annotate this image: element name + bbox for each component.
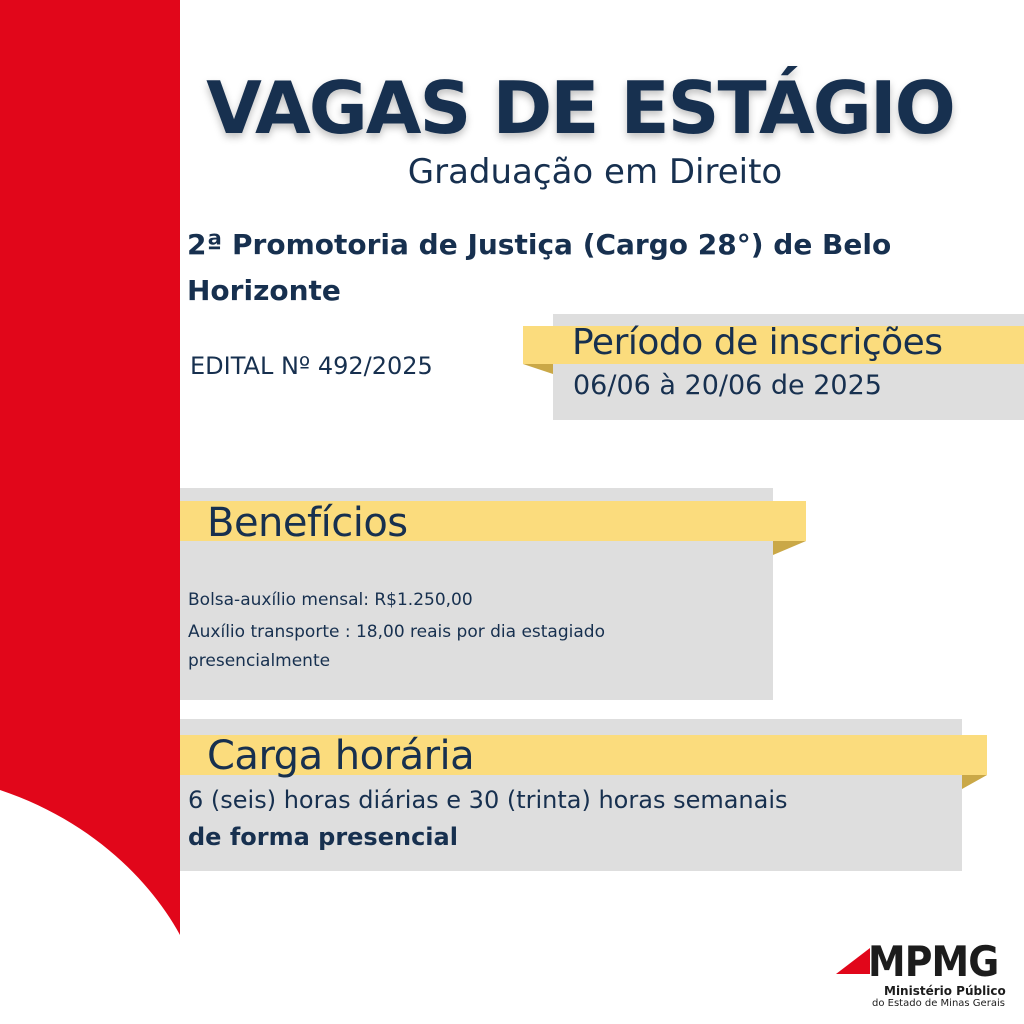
beneficios-label: Benefícios [207, 500, 408, 546]
page-title: VAGAS DE ESTÁGIO [206, 66, 954, 150]
red-ribbon-decoration [0, 0, 200, 1024]
inscricoes-banner-fold [523, 364, 553, 374]
carga-line-2: de forma presencial [188, 823, 458, 851]
carga-line-1: 6 (seis) horas diárias e 30 (trinta) horas semanais [188, 786, 788, 814]
beneficios-banner-fold [773, 541, 806, 555]
beneficios-line-2: Auxílio transporte : 18,00 reais por dia estagiado presencialmente [188, 622, 605, 671]
mpmg-logo-subtitle-1: Ministério Público [884, 984, 1006, 998]
beneficios-line-1: Bolsa-auxílio mensal: R$1.250,00 [188, 590, 473, 610]
carga-label: Carga horária [207, 733, 475, 779]
inscricoes-dates: 06/06 à 20/06 de 2025 [573, 370, 882, 401]
mpmg-logo-subtitle-2: do Estado de Minas Gerais [872, 998, 1005, 1009]
page-subtitle: Graduação em Direito [407, 152, 783, 192]
mpmg-logo-text: MPMG [868, 937, 999, 986]
carga-banner-fold [962, 775, 987, 789]
edital-number: EDITAL Nº 492/2025 [190, 352, 433, 380]
promotoria-heading: 2ª Promotoria de Justiça (Cargo 28°) de Belo Horizonte [187, 228, 892, 307]
inscricoes-label: Período de inscrições [572, 322, 943, 363]
